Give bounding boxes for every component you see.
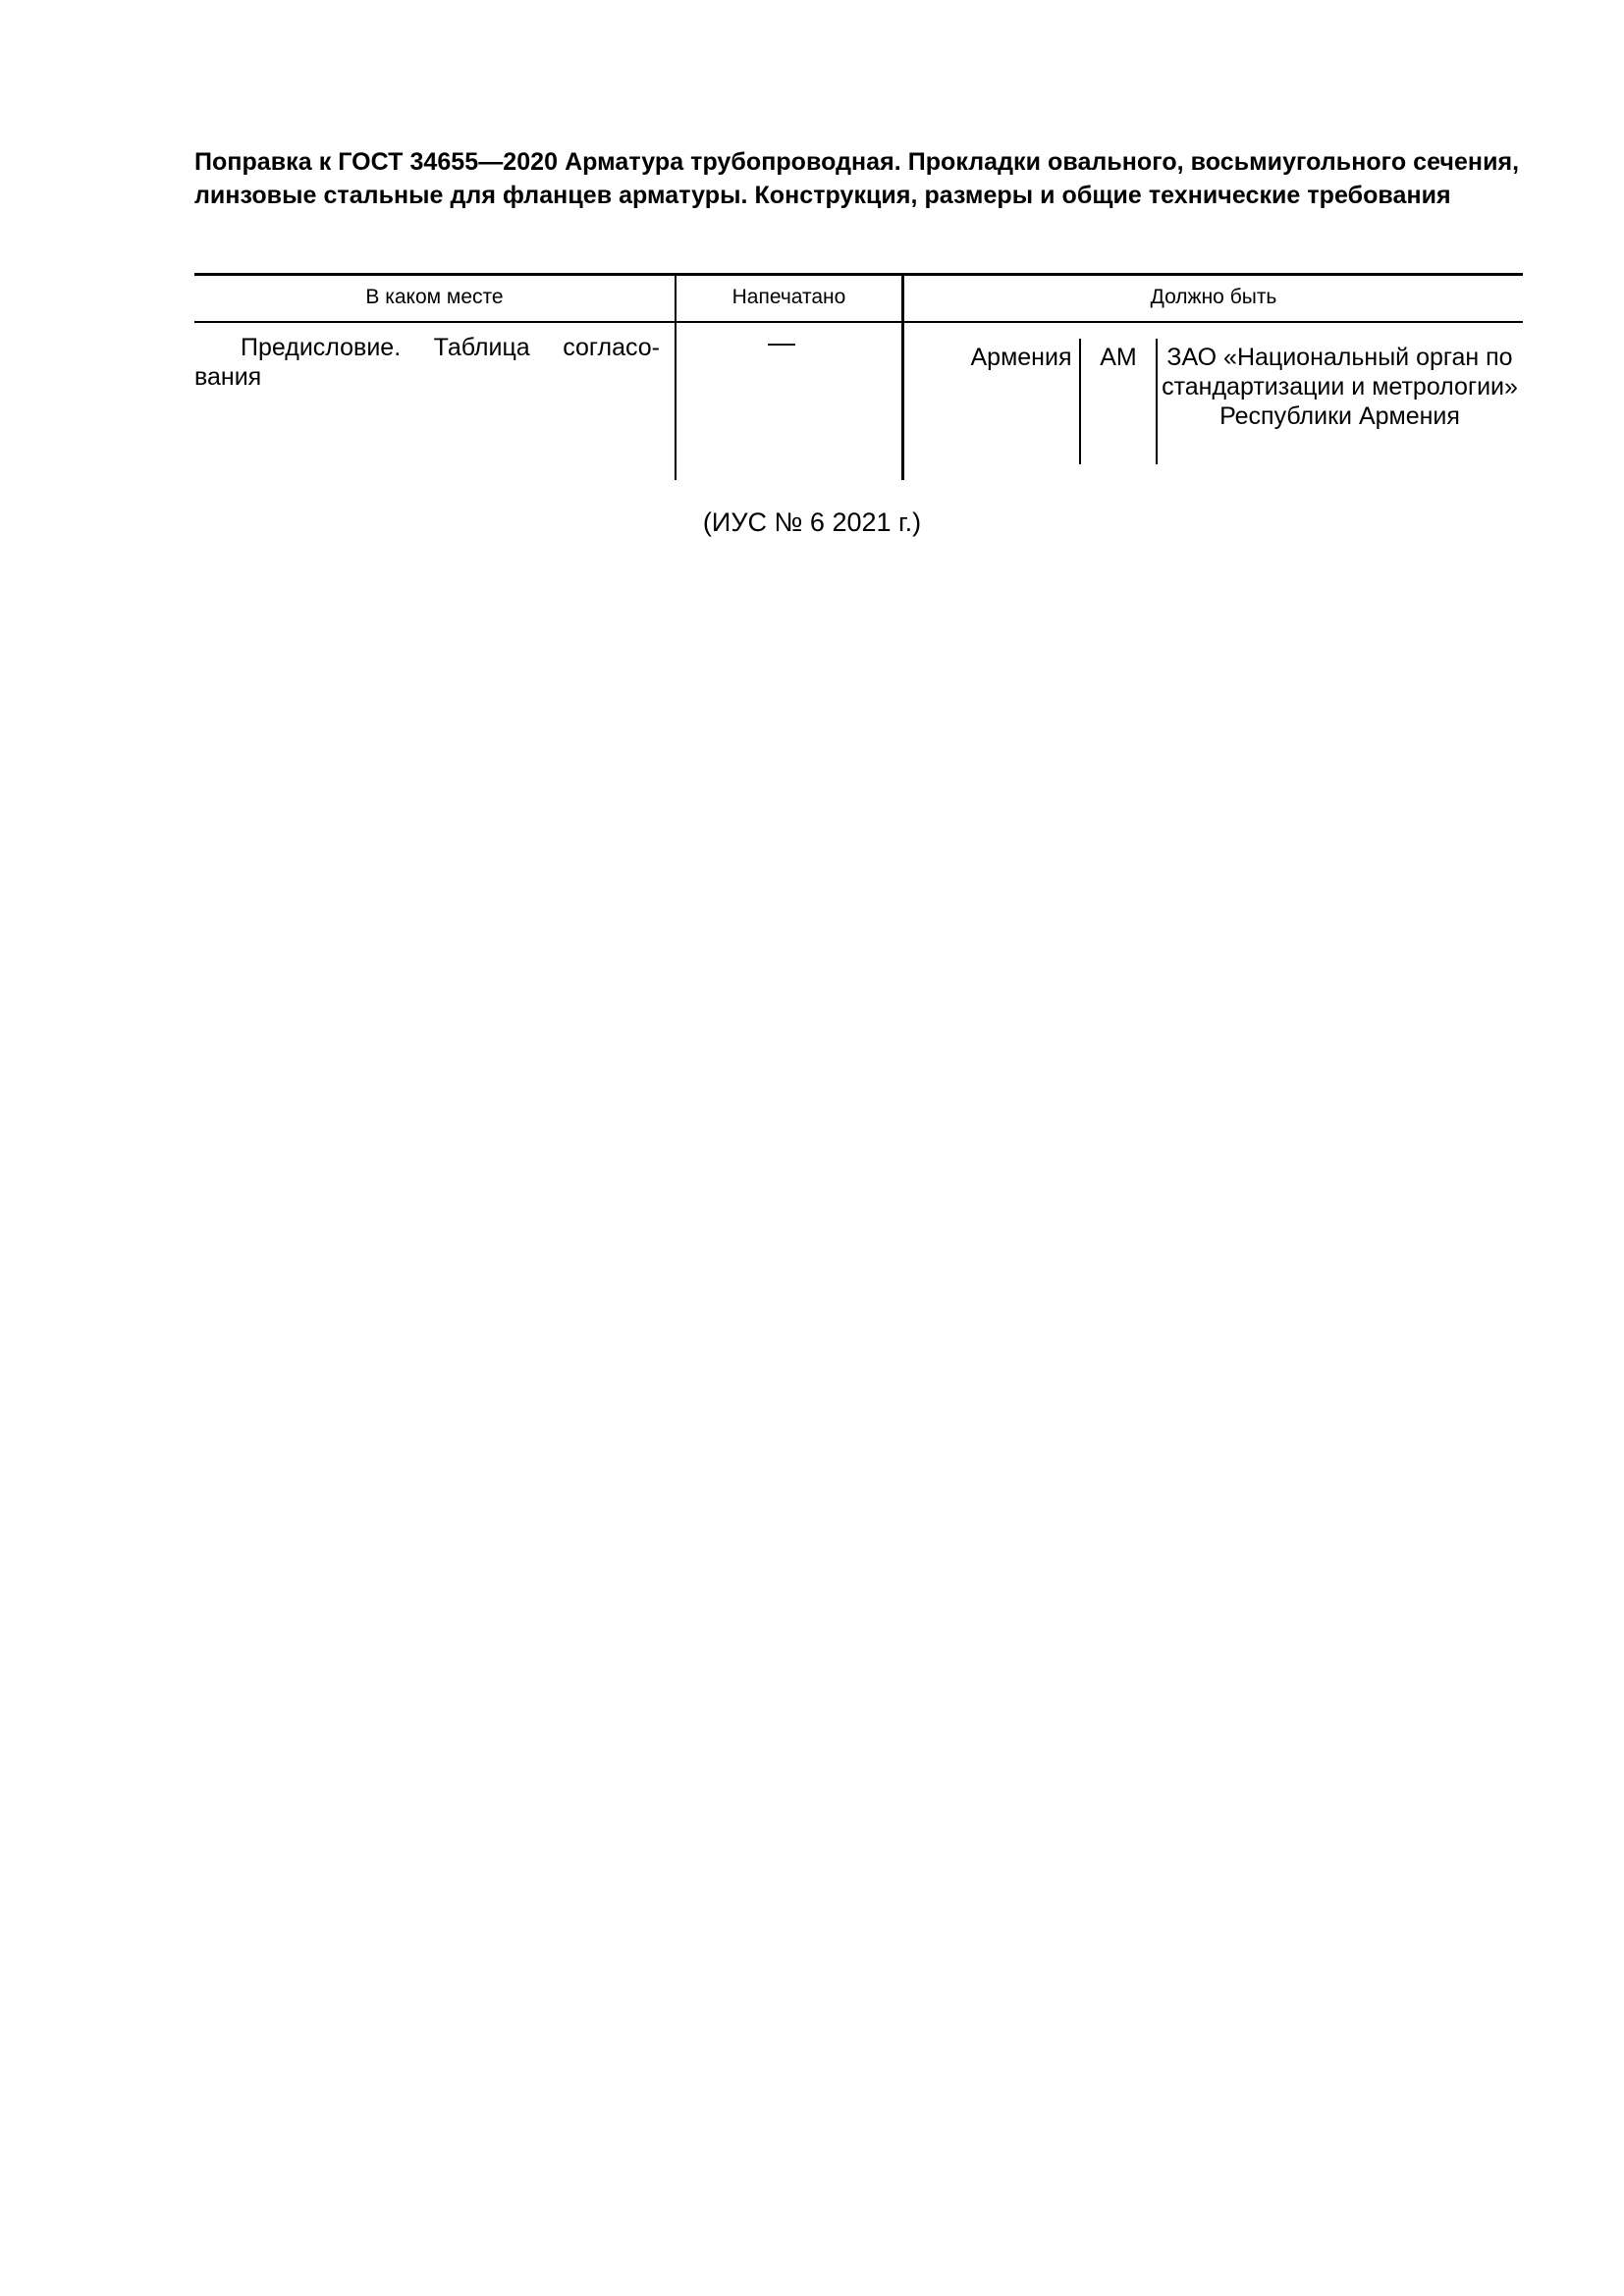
cell-country-code: AM [1100,344,1137,371]
correction-table [194,273,1523,480]
cell-where: Предисловие. Таблица согласо-вания [194,334,660,391]
header-should-be: Должно быть [1150,286,1277,308]
header-where: В каком месте [365,286,504,308]
header-printed: Напечатано [731,286,846,308]
cell-country: Армения [970,344,1072,371]
document-title: Поправка к ГОСТ 34655—2020 Арматура трубопроводная. Прокладки овального, восьмиугольного сечения, линзовые стальные для фланцев арматуры. Конструкция, размеры и общие технические требования [194,148,1520,209]
cell-organization: ЗАО «Национальный орган по стандартизации и метрологии» Республики Армения [1162,344,1518,430]
footer-reference: (ИУС № 6 2021 г.) [702,507,922,537]
cell-printed: — [768,327,795,357]
